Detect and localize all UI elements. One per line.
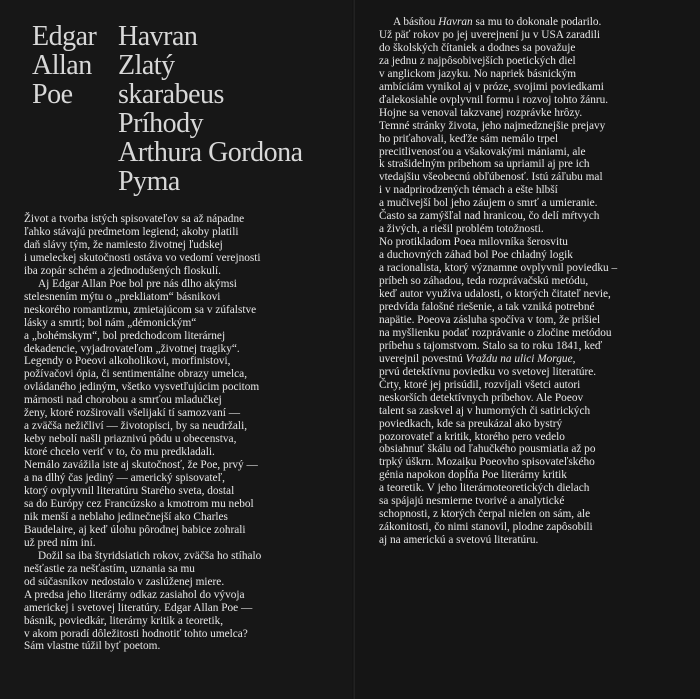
text-line: trpký úškrn. Mozaiku Poeovho spisovateľského (379, 456, 595, 469)
text-line: prvú detektívnu poviedku vo svetovej literatúre. (379, 365, 597, 378)
text-line: lásky a smrti; bol nám „démonickým“ (24, 316, 197, 329)
text-line: talent sa zaskvel aj v humorných či satirických (379, 404, 591, 417)
text-line: Často sa zamýšľal nad hranicou, čo delí mŕtvych (379, 210, 600, 223)
text-line: požívačovi ópia, či sentimentálne obrazy umelca, (24, 368, 248, 381)
text-line: v anglickom jazyku. No napriek básnickým (379, 67, 577, 80)
text-line: dekadencie, vyjadrovateľom „životnej tragiky“. (24, 342, 240, 355)
text-line: stelesnením mýtu o „prekliatom“ básnikovi (24, 290, 221, 303)
text-line: a „bohémskym“, bol predchodcom literárnej (24, 329, 226, 342)
text-line: nik menší a neblaho jedinečnejší ako Charles (24, 510, 228, 523)
text-line: a živých, a riešil problém totožnosti. (379, 223, 544, 236)
text-line: Baudelaire, aj keď úlohu pôrodnej babice zohrali (24, 523, 246, 536)
text-line: nešťastie za nešťastím, uznania sa mu (24, 562, 195, 575)
text-line: v akom poradí dôležitosti hodnotiť tohto umelca? (24, 627, 248, 640)
text-line: napätie. Poeova zásluha spočíva v tom, že prišiel (379, 313, 601, 326)
text-line: ovládaného jediným, všetko vysvetľujúcim pocitom (24, 381, 260, 394)
text-line: keby nebolí našli priaznivú pôdu u obecenstva, (24, 433, 237, 446)
work-title-line: Príhody (118, 108, 204, 139)
text-line: vtedajšiu všeobecnú obľúbenosť. Istú záľubu mal (379, 171, 603, 184)
work-title-line: Arthura Gordona (118, 137, 303, 168)
text-line: keď autor využíva udalosti, o ktorých čitateľ nevie, (379, 288, 611, 301)
text-line: a duchovných záhad bol Poe chladný logik (379, 249, 573, 262)
text-line: básnik, poviedkár, literárny kritik a teoretik, (24, 614, 224, 627)
text-line: ambíciám vynikol aj v próze, svojimi poviedkami (379, 80, 604, 93)
text-line: americkej i svetovej literatúry. Edgar Allan Poe — (24, 601, 253, 614)
author-line: Allan (32, 50, 92, 81)
text-line: na myšlienku podať rozprávanie o zločine metódou (379, 326, 612, 339)
text-line: a teoretik. V jeho literárnoteoretických dielach (379, 482, 590, 495)
text-line: Nemálo zavážila iste aj skutočnosť, že Poe, prvý — (24, 459, 258, 472)
text-line: od súčasníkov nedostalo v zaslúženej miere. (24, 575, 225, 588)
work-title-line: Havran (118, 21, 198, 52)
author-line: Edgar (32, 21, 97, 52)
text-line: a zväčša nežičliví — životopisci, by sa neudržali, (24, 420, 248, 433)
text-line: schopnosti, z ktorých čerpal nielen on sám, ale (379, 508, 591, 521)
work-titles (118, 22, 358, 196)
text-line: Legendy o Poeovi alkoholikovi, morfinistovi, (24, 355, 231, 368)
text-line: ľahko stávajú predmetom legiend; akoby platili (24, 225, 239, 238)
text-line: aj na americkú a svetovú literatúru. (379, 534, 539, 547)
text-line: a na dlhý čas jediný — americký spisovateľ, (24, 472, 225, 485)
text-line: k strašidelným príbehom sa upriamil aj pre ich (379, 158, 590, 171)
text-line: Dožil sa iba štyridsiatich rokov, zväčša ho stíhalo (38, 549, 262, 562)
text-line: za jednu z najpôsobivejších poetických diel (379, 54, 576, 67)
text-line: márnosti nad chorobou a smrťou mladučkej (24, 394, 222, 407)
text-line: ďalekosiahle ovplyvnil formu i rozvoj tohto žánru. (379, 93, 609, 106)
text-line: ženy, ktoré rozširovali všelijakí tí samozvaní — (24, 407, 241, 420)
right-body-text (379, 16, 681, 547)
text-line: do školských čítaniek a dodnes sa považuje (379, 41, 576, 54)
text-line: A básňou Havran sa mu to dokonale podarilo. (393, 16, 602, 28)
text-line: uverejnil povestnú Vraždu na ulici Morgue, (379, 352, 576, 365)
text-line: ktoré chcelo veriť v to, čo mu predkladali. (24, 446, 215, 459)
text-line: ktorý ovplyvnil literatúru Starého sveta, dostal (24, 485, 235, 498)
right-page (355, 0, 700, 699)
text-line: iba zopár schém a zjednodušených floskulí. (24, 264, 222, 277)
work-title-line: Zlatý (118, 50, 175, 81)
text-line: príbeh so záhadou, teda rozprávačskú metódu, (379, 275, 589, 288)
text-line: Už päť rokov po jej uverejnení ju v USA zaradili (379, 28, 600, 41)
text-line: Črty, ktoré jej prisúdil, rozvíjali všetci autori (379, 378, 581, 391)
text-line: a mučivejší bol jeho záujem o smrť a umieranie. (379, 197, 598, 210)
work-title-line: skarabeus (118, 79, 224, 110)
text-line: precitlivenosťou a všakovakými mániami, ale (379, 145, 586, 158)
text-line: poviedkach, kde sa preukázal ako bystrý (379, 417, 563, 430)
text-line: už pred ním iní. (24, 536, 96, 549)
text-line: sa spájajú nesmierne tvorivé a analytické (379, 495, 565, 508)
text-line: obsiahnuť škálu od ľahučkého pousmiatia až po (379, 443, 596, 456)
text-line: Sám vlastne túžil byť poetom. (24, 640, 161, 653)
text-line: pozorovateľ a kritik, ktorého pero vedelo (379, 430, 565, 443)
text-line: i umeleckej skutočnosti ostáva vo vedomí verejnosti (24, 251, 261, 264)
author-line: Poe (32, 79, 73, 110)
text-line: génia napokon dopĺňa Poe literárny kritik (379, 469, 567, 482)
text-line: ho priťahovali, keďže sám nemálo trpel (379, 132, 559, 145)
text-line: predvída falošné riešenie, a tak vzniká potrebné (379, 300, 595, 313)
work-title-line: Pyma (118, 166, 180, 197)
text-line: A predsa jeho literárny odkaz zasiahol do vývoja (24, 588, 245, 601)
left-body-text (24, 213, 324, 653)
text-line: Hojne sa venoval takzvanej rozprávke hrôzy. (379, 106, 583, 119)
text-line: neskorého romantizmu, zmietajúcom sa v zúfalstve (24, 303, 257, 316)
text-line: a racionalista, ktorý významne ovplyvnil poviedku – (379, 262, 618, 275)
text-line: Život a tvorba istých spisovateľov sa až nápadne (24, 213, 245, 225)
author-name (32, 22, 112, 109)
text-line: príbehu s tajomstvom. Stalo sa to roku 1841, keď (379, 339, 603, 352)
text-line: neskorších detektívnych príbehov. Ale Poeov (379, 391, 584, 404)
text-line: i v nadprirodzených témach a ešte hlbší (379, 184, 558, 197)
text-line: sa do Európy cez Francúzsko a kmotrom mu nebol (24, 497, 254, 510)
text-line: Temné stránky života, jeho najmedznejšie prejavy (379, 119, 606, 132)
text-line: zákonitosti, čo nimi stanovil, plodne zapôsobili (379, 521, 593, 534)
text-line: daň slávy tým, že namiesto životnej ľudskej (24, 238, 223, 251)
text-line: No protikladom Poea milovníka šerosvitu (379, 236, 568, 249)
text-line: Aj Edgar Allan Poe bol pre nás dlho akýmsi (38, 277, 237, 290)
